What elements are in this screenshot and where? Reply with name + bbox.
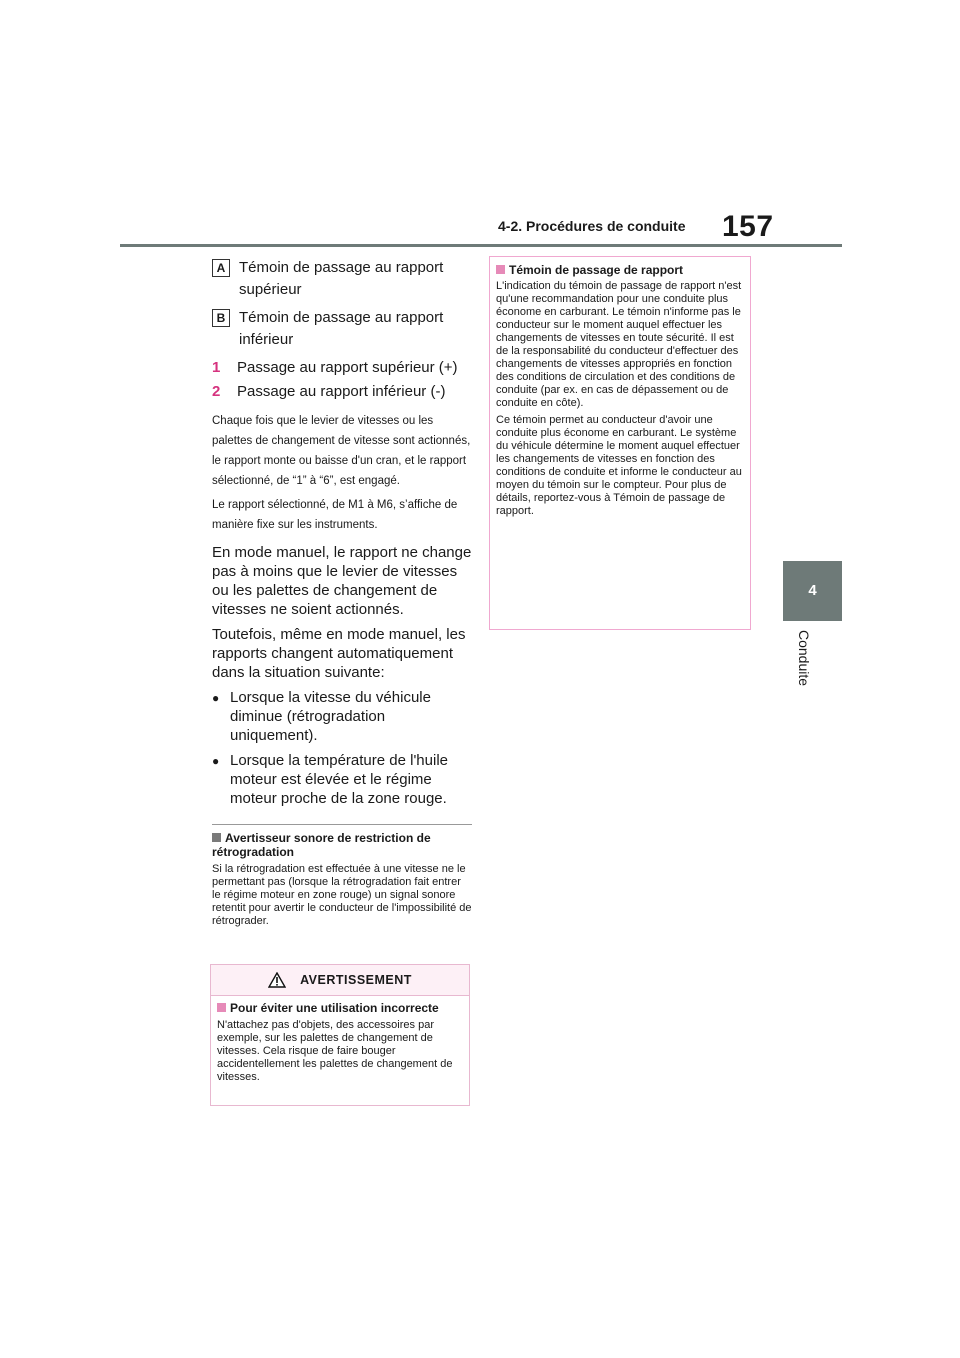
- legend-text-b: Témoin de passage au rapport inférieur: [239, 309, 444, 348]
- note-gear-change: Chaque fois que le levier de vitesses ou les palettes de changement de vitesse sont actionnés, le rapport monte ou baisse d'un cran, et le rapport sélectionné, de “1” à “6”, est engagé.: [212, 415, 471, 487]
- legend-item-b: [212, 307, 472, 351]
- chapter-label: Conduite: [796, 630, 812, 687]
- warning-heading-text: Pour éviter une utilisation incorrecte: [230, 1001, 439, 1015]
- number-2: 2: [212, 383, 221, 400]
- legend-text-2: Passage au rapport inférieur (-): [237, 383, 446, 400]
- bullet-item-2: [212, 751, 472, 808]
- warning-title: AVERTISSEMENT: [300, 973, 412, 987]
- legend-text-a: Témoin de passage au rapport supérieur: [239, 259, 444, 298]
- info-box: [489, 256, 751, 630]
- label-a-badge: A: [212, 259, 230, 277]
- warning-heading: [217, 1001, 463, 1015]
- alarm-heading-text: Avertisseur sonore de restriction de rétrogradation: [212, 831, 431, 859]
- warning-header: [211, 965, 469, 996]
- alarm-text: Si la rétrogradation est effectuée à une vitesse ne le permettant pas (lorsque la rétrogradation fait entrer le régime moteur en zone rouge) un signal sonore retentit pour avertir le conducteur de l'impossibilité de rétrograder.: [212, 863, 472, 927]
- number-1: 1: [212, 359, 221, 376]
- alarm-heading: [212, 831, 472, 859]
- info-para-1: L'indication du témoin de passage de rapport n'est qu'une recommandation pour une conduite plus économe en carburant. Le témoin n'informe pas le conducteur sur le moment auquel effectuer les changements de vitesses en toute sécurité. Il est de la responsabilité du conducteur d'effectuer des changements de vitesses appropriés en fonction des conditions de circulation et des conditions de conduite (par ex. en cas de dépassement ou de conduite en côte).: [496, 280, 742, 409]
- info-content: [490, 257, 750, 518]
- label-b-badge: B: [212, 309, 230, 327]
- bullet-text-2: Lorsque la température de l'huile moteur est élevée et le régime moteur proche de la zone rouge.: [230, 752, 448, 807]
- left-column: [212, 257, 472, 928]
- legend-item-a: [212, 257, 472, 301]
- warning-triangle-icon: [268, 972, 286, 988]
- warning-text: N'attachez pas d'objets, des accessoires par exemple, sur les palettes de changement de vitesses. Cela risque de faire bouger accidentellement les palettes de changement de vitesses.: [217, 1019, 453, 1083]
- bullet-dot-icon: ●: [212, 691, 220, 705]
- legend-item-1: [212, 357, 472, 379]
- info-heading-text: Témoin de passage de rapport: [509, 263, 684, 277]
- info-para-2: Ce témoin permet au conducteur d'avoir une conduite plus économe en carburant. Le système du véhicule détermine le moment auquel effectuer les changements de vitesses en fonction des conditions de conduite et informe le conducteur au moyen du témoin sur le compteur. Pour plus de détails, reportez-vous à Témoin de passage de rapport.: [496, 414, 742, 517]
- bullet-dot-icon: ●: [212, 754, 220, 768]
- para-manual-mode: En mode manuel, le rapport ne change pas à moins que le levier de vitesses ou les palettes de changement de vitesses ne soient actionnés.: [212, 544, 472, 618]
- section-title: 4-2. Procédures de conduite: [498, 218, 686, 234]
- para-auto-change: Toutefois, même en mode manuel, les rapports changent automatiquement dans la situation suivante:: [212, 626, 466, 681]
- page-number: 157: [722, 210, 774, 243]
- info-heading: [496, 263, 744, 277]
- warning-content: [211, 996, 469, 1084]
- square-marker-icon: [212, 833, 221, 842]
- legend-text-1: Passage au rapport supérieur (+): [237, 359, 458, 376]
- header-rule: [120, 244, 842, 247]
- square-marker-icon: [496, 265, 505, 274]
- square-marker-icon: [217, 1003, 226, 1012]
- chapter-tab[interactable]: 4: [783, 561, 842, 621]
- legend-item-2: [212, 381, 472, 403]
- bullet-text-1: Lorsque la vitesse du véhicule diminue (rétrogradation uniquement).: [230, 689, 431, 744]
- warning-box: [210, 964, 470, 1106]
- bullet-item-1: [212, 688, 472, 745]
- note-gear-display: Le rapport sélectionné, de M1 à M6, s’affiche de manière fixe sur les instruments.: [212, 499, 458, 531]
- section-divider: [212, 824, 472, 825]
